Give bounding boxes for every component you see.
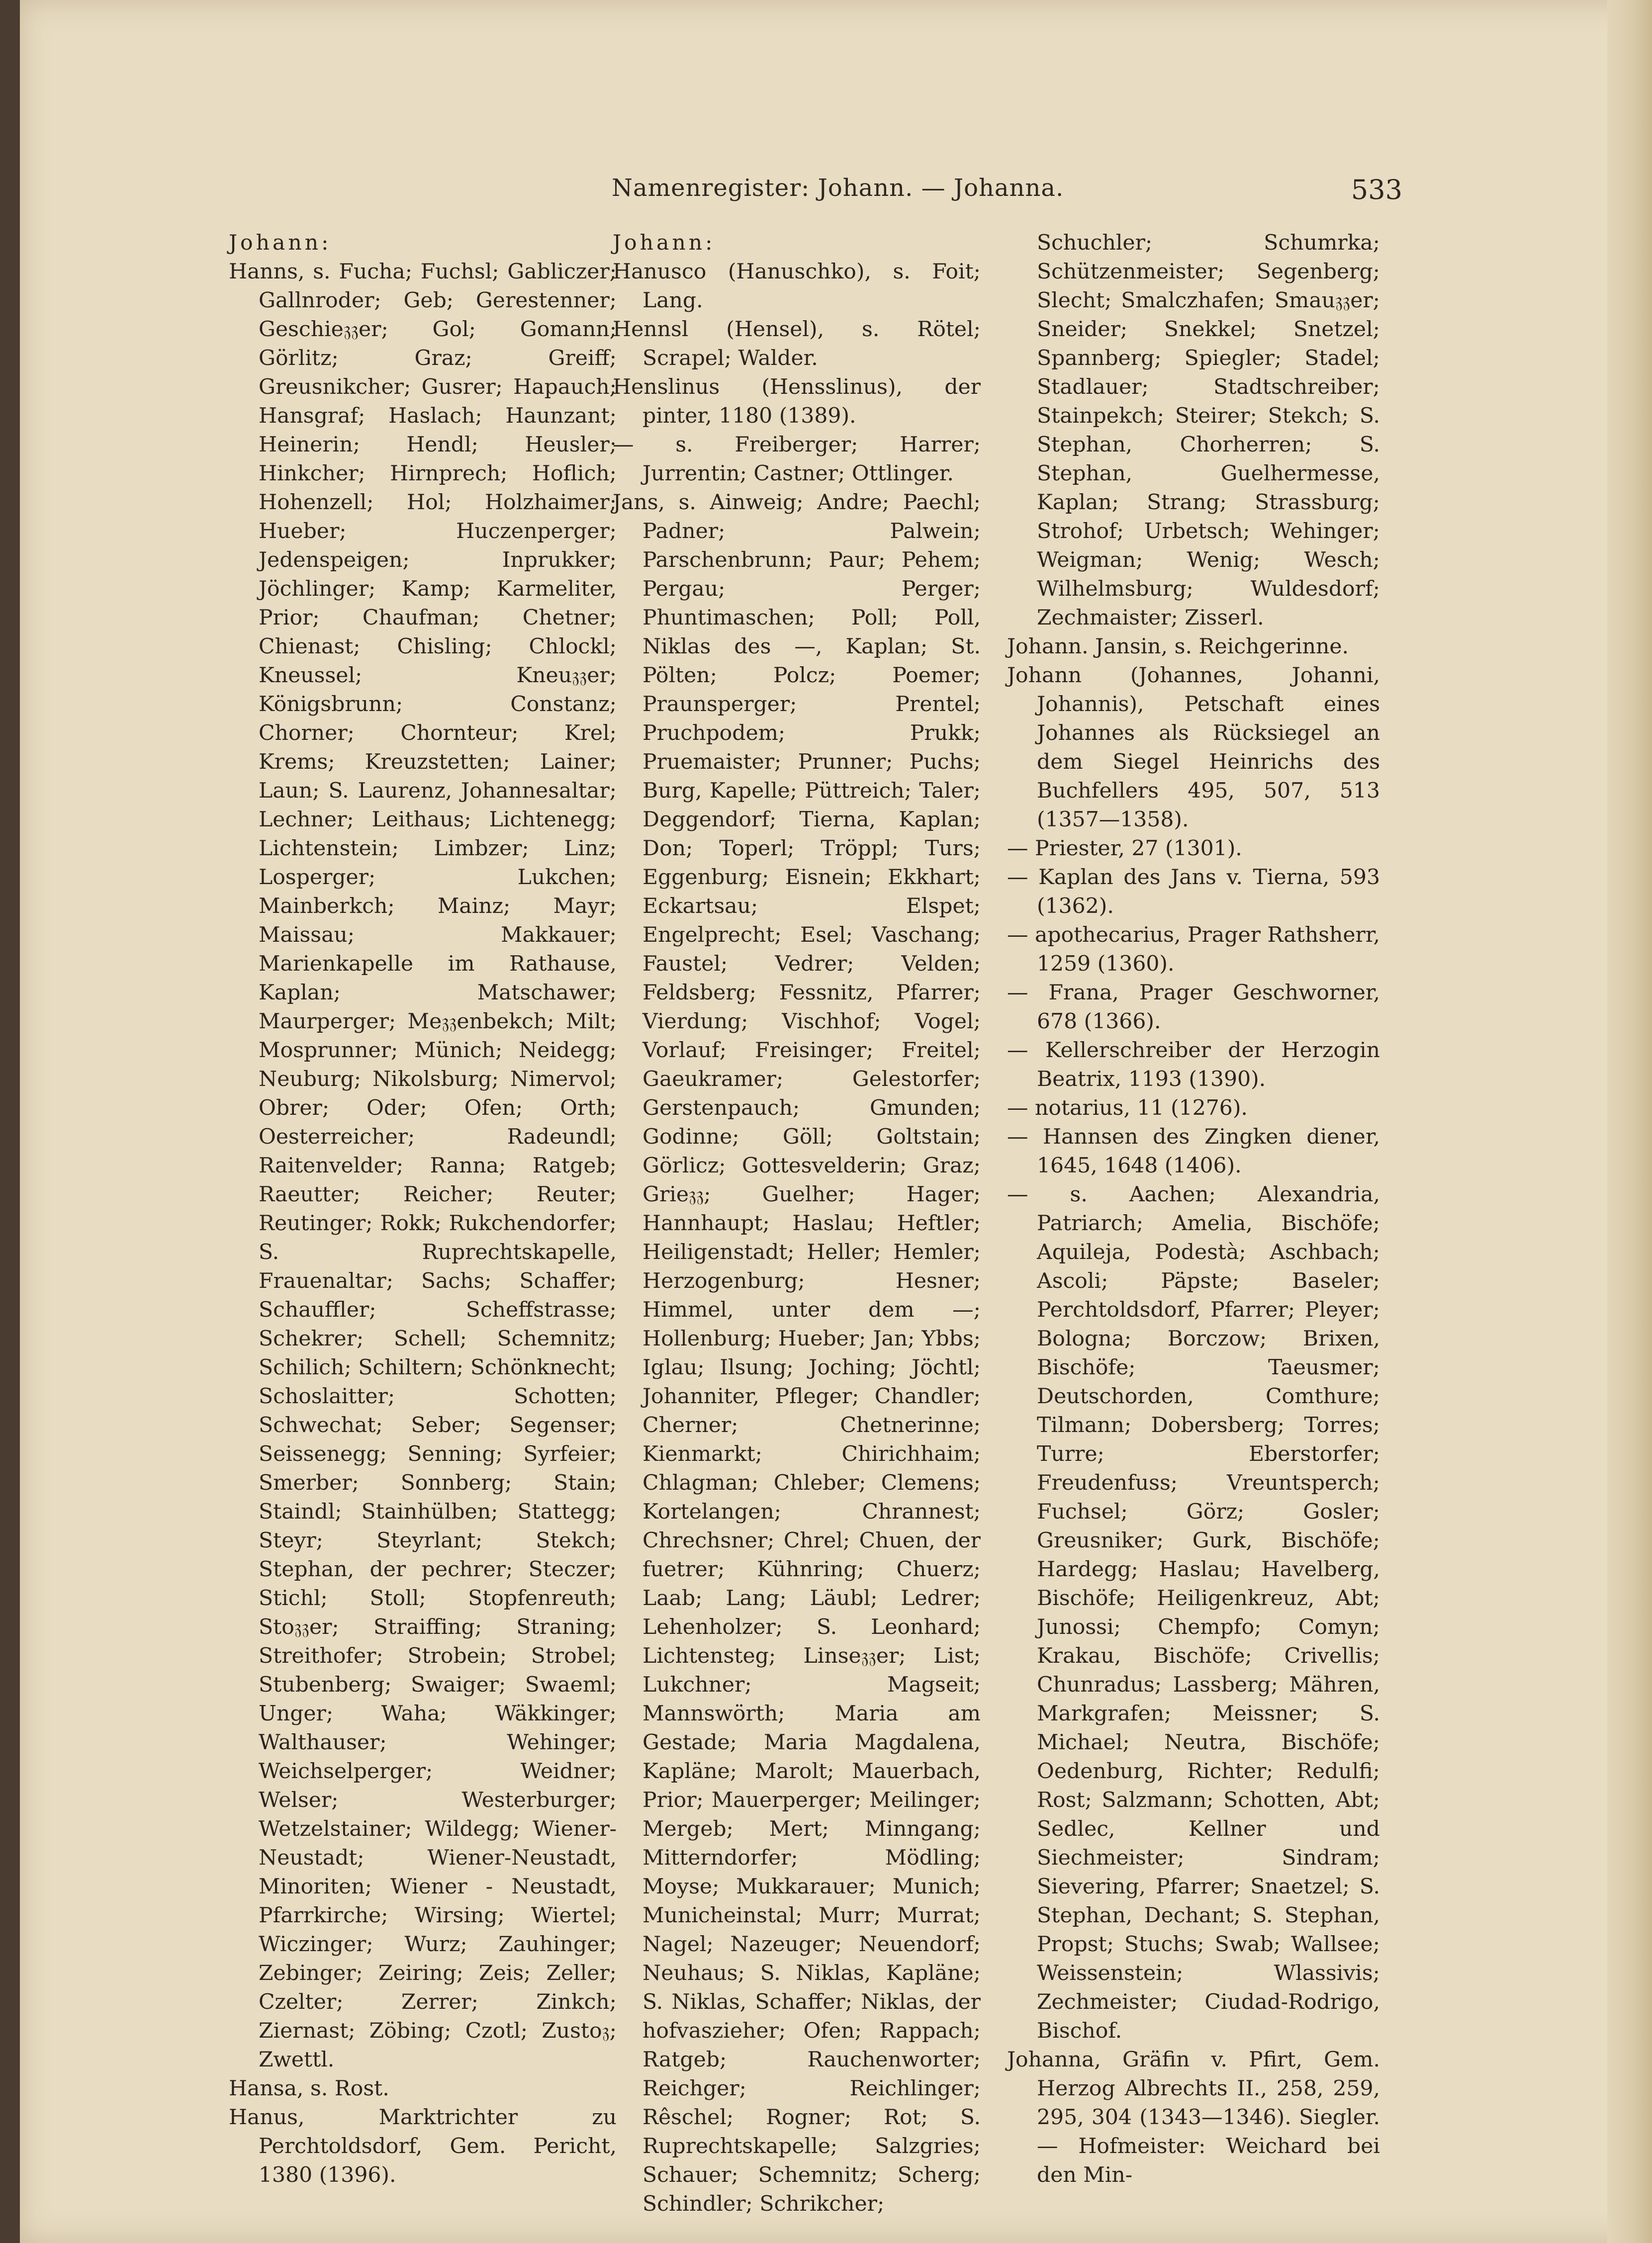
index-entry: Jans, s. Ainweig; Andre; Paechl; Padner; Palwein; Parschenbrunn; Paur; Pehem; Pergau; Perger; Phuntimaschen; Poll; Poll, Niklas des —, Kaplan; St. Pölten; Polcz; Poemer; Praunsperger; Prentel; Pruchpodem; Prukk; Pruemaister; Prunner; Puchs; Burg, Kapelle; Püttreich; Taler; Deggendorf; Tierna, Kaplan; Don; Toperl; Tröppl; Turs; Eggenburg; Eisnein; Ekkhart; Eckartsau; Elspet; Engelprecht; Esel; Vaschang; Faustel; Vedrer; Velden; Feldsberg; Fessnitz, Pfarrer; Vierdung; Vischhof; Vogel; Vorlauf; Freisinger; Freitel; Gaeukramer; Gelestorfer; Gerstenpauch; Gmunden; Godinne; Göll; Goltstain; Görlicz; Gottesvelderin; Graz; Grie𝔷𝔷; Guelher; Hager; Hannhaupt; Haslau; Heftler; Heiligenstadt; Heller; Hemler; Herzogenburg; Hesner; Himmel, unter dem —; Hollenburg; Hueber; Jan; Ybbs; Iglau; Ilsung; Joching; Jöchtl; Johanniter, Pfleger; Chandler; Cherner; Chetnerinne; Kienmarkt; Chirichhaim; Chlagman; Chleber; Clemens; Kortelangen; Chrannest; Chrechsner; Chrel; Chuen, der fuetrer; Kühnring; Chuerz; Laab; Lang; Läubl; Ledrer; Lehenholzer; S. Leonhard; Lichtensteg; Linse𝔷𝔷er; List; Lukchner; Magseit; Mannswörth; Maria am Gestade; Maria Magdalena, Kapläne; Marolt; Mauerbach, Prior; Mauerperger; Meilinger; Mergeb; Mert; Minngang; Mitterndorfer; Mödling; Moyse; Mukkarauer; Munich; Municheinstal; Murr; Murrat; Nagel; Nazeuger; Neuendorf; Neuhaus; S. Niklas, Kapläne; S. Niklas, Schaffer; Niklas, der hofvaszieher; Ofen; Rappach; Ratgeb; Rauchenworter; Reichger; Reichlinger; Rêschel; Rogner; Rot; S. Ruprechtskapelle; Salzgries; Schauer; Schemnitz; Scherg; Schindler; Schrikcher;: [613, 490, 981, 2216]
index-entry: — Kellerschreiber der Herzogin Beatrix, 1193 (1390).: [1007, 1038, 1380, 1091]
index-entry-continued: Schuchler; Schumrka; Schützenmeister; Segenberg; Slecht; Smalczhafen; Smau𝔷𝔷er; Sneider; Snekkel; Snetzel; Spannberg; Spiegler; Stadel; Stadlauer; Stadtschreiber; Stainpekch; Steirer; Stekch; S. Stephan, Chorherren; S. Stephan, Guelhermesse, Kaplan; Strang; Strassburg; Strohof; Urbetsch; Wehinger; Weigman; Wenig; Wesch; Wilhelmsburg; Wuldesdorf; Zechmaister; Zisserl.: [1037, 231, 1380, 630]
page-number: 533: [1351, 174, 1402, 205]
index-entry: Hennsl (Hensel), s. Rötel; Scrapel; Walder.: [613, 317, 981, 370]
index-entry: Johann (Johannes, Johanni, Johannis), Petschaft eines Johannes als Rücksiegel an dem Siegel Heinrichs des Buchfellers 495, 507, 513 (1357—1358).: [1007, 663, 1380, 832]
index-entry: — Frana, Prager Geschworner, 678 (1366).: [1007, 981, 1380, 1034]
index-entry: Hanns, s. Fucha; Fuchsl; Gabliczer; Gallnroder; Geb; Gerestenner; Geschie𝔷𝔷er; Gol; Gomann; Görlitz; Graz; Greiff; Greusnikcher; Gusrer; Hapauch; Hansgraf; Haslach; Haunzant; Heinerin; Hendl; Heusler; Hinkcher; Hirnprech; Hoflich; Hohenzell; Hol; Holzhaimer; Hueber; Huczenperger; Jedenspeigen; Inprukker; Jöchlinger; Kamp; Karmeliter, Prior; Chaufman; Chetner; Chienast; Chisling; Chlockl; Kneussel; Kneu𝔷𝔷er; Königsbrunn; Constanz; Chorner; Chornteur; Krel; Krems; Kreuzstetten; Lainer; Laun; S. Laurenz, Johannesaltar; Lechner; Leithaus; Lichtenegg; Lichtenstein; Limbzer; Linz; Losperger; Lukchen; Mainberkch; Mainz; Mayr; Maissau; Makkauer; Marienkapelle im Rathause, Kaplan; Matschawer; Maurperger; Me𝔷𝔷enbekch; Milt; Mosprunner; Münich; Neidegg; Neuburg; Nikolsburg; Nimervol; Obrer; Oder; Ofen; Orth; Oesterreicher; Radeundl; Raitenvelder; Ranna; Ratgeb; Raeutter; Reicher; Reuter; Reutinger; Rokk; Rukchendorfer; S. Ruprechtskapelle, Frauenaltar; Sachs; Schaffer; Schauffler; Scheffstrasse; Schekrer; Schell; Schemnitz; Schilich; Schiltern; Schönknecht; Schoslaitter; Schotten; Schwechat; Seber; Segenser; Seissenegg; Senning; Syrfeier; Smerber; Sonnberg; Stain; Staindl; Stainhülben; Stattegg; Steyr; Steyrlant; Stekch; Stephan, der pechrer; Steczer; Stichl; Stoll; Stopfenreuth; Sto𝔷𝔷er; Straiffing; Straning; Streithofer; Strobein; Strobel; Stubenberg; Swaiger; Swaeml; Unger; Waha; Wäkkinger; Walthauser; Wehinger; Weichselperger; Weidner; Welser; Westerburger; Wetzelstainer; Wildegg; Wiener-Neustadt; Wiener-Neustadt, Minoriten; Wiener - Neustadt, Pfarrkirche; Wirsing; Wiertel; Wiczinger; Wurz; Zauhinger; Zebinger; Zeiring; Zeis; Zeller; Czelter; Zerrer; Zinkch; Ziernast; Zöbing; Czotl; Zusto𝔷; Zwettl.: [229, 260, 617, 2072]
index-entry: Hanus, Marktrichter zu Perchtoldsdorf, Gem. Pericht, 1380 (1396).: [229, 2105, 617, 2187]
index-entry: — Hannsen des Zingken diener, 1645, 1648 (1406).: [1007, 1125, 1380, 1178]
index-entry: Hanusco (Hanuschko), s. Foit; Lang.: [613, 260, 981, 313]
running-header: Namenregister: Johann. — Johanna.: [612, 174, 1064, 202]
page-edge: [1607, 0, 1652, 2243]
column-1: [229, 229, 617, 2190]
book-binding-edge: [0, 0, 20, 2243]
entry-heading: Johann:: [229, 231, 332, 255]
index-entry: — Priester, 27 (1301).: [1007, 836, 1242, 861]
index-entry: Johann. Jansin, s. Reichgerinne.: [1007, 634, 1349, 659]
index-entry: — notarius, 11 (1276).: [1007, 1096, 1248, 1120]
index-entry: — s. Freiberger; Harrer; Jurrentin; Castner; Ottlinger.: [613, 433, 981, 486]
index-entry: Hansa, s. Rost.: [229, 2076, 389, 2101]
index-entry: Henslinus (Hensslinus), der pinter, 1180 (1389).: [613, 375, 981, 428]
index-entry: — Kaplan des Jans v. Tierna, 593 (1362).: [1007, 865, 1380, 918]
index-entry: — apothecarius, Prager Rathsherr, 1259 (1360).: [1007, 923, 1380, 976]
column-3: [1007, 229, 1380, 2190]
entry-heading: Johann:: [613, 231, 716, 255]
index-entry: — s. Aachen; Alexandria, Patriarch; Amelia, Bischöfe; Aquileja, Podestà; Aschbach; Ascoli; Päpste; Baseler; Perchtoldsdorf, Pfarrer; Pleyer; Bologna; Borczow; Brixen, Bischöfe; Taeusmer; Deutschorden, Comthure; Tilmann; Dobersberg; Torres; Turre; Eberstorfer; Freudenfuss; Vreuntsperch; Fuchsel; Görz; Gosler; Greusniker; Gurk, Bischöfe; Hardegg; Haslau; Havelberg, Bischöfe; Heiligenkreuz, Abt; Junossi; Chempfo; Comyn; Krakau, Bischöfe; Crivellis; Chunradus; Lassberg; Mähren, Markgrafen; Meissner; S. Michael; Neutra, Bischöfe; Oedenburg, Richter; Redulfi; Rost; Salzmann; Schotten, Abt; Sedlec, Kellner und Siechmeister; Sindram; Sievering, Pfarrer; Snaetzel; S. Stephan, Dechant; S. Stephan, Propst; Stuchs; Swab; Wallsee; Weissenstein; Wlassivis; Zechmeister; Ciudad-Rodrigo, Bischof.: [1007, 1182, 1380, 2043]
index-entry: Johanna, Gräfin v. Pfirt, Gem. Herzog Albrechts II., 258, 259, 295, 304 (1343—1346). Siegler. — Hofmeister: Weichard bei den Min-: [1007, 2048, 1380, 2187]
column-2: [613, 229, 981, 2219]
